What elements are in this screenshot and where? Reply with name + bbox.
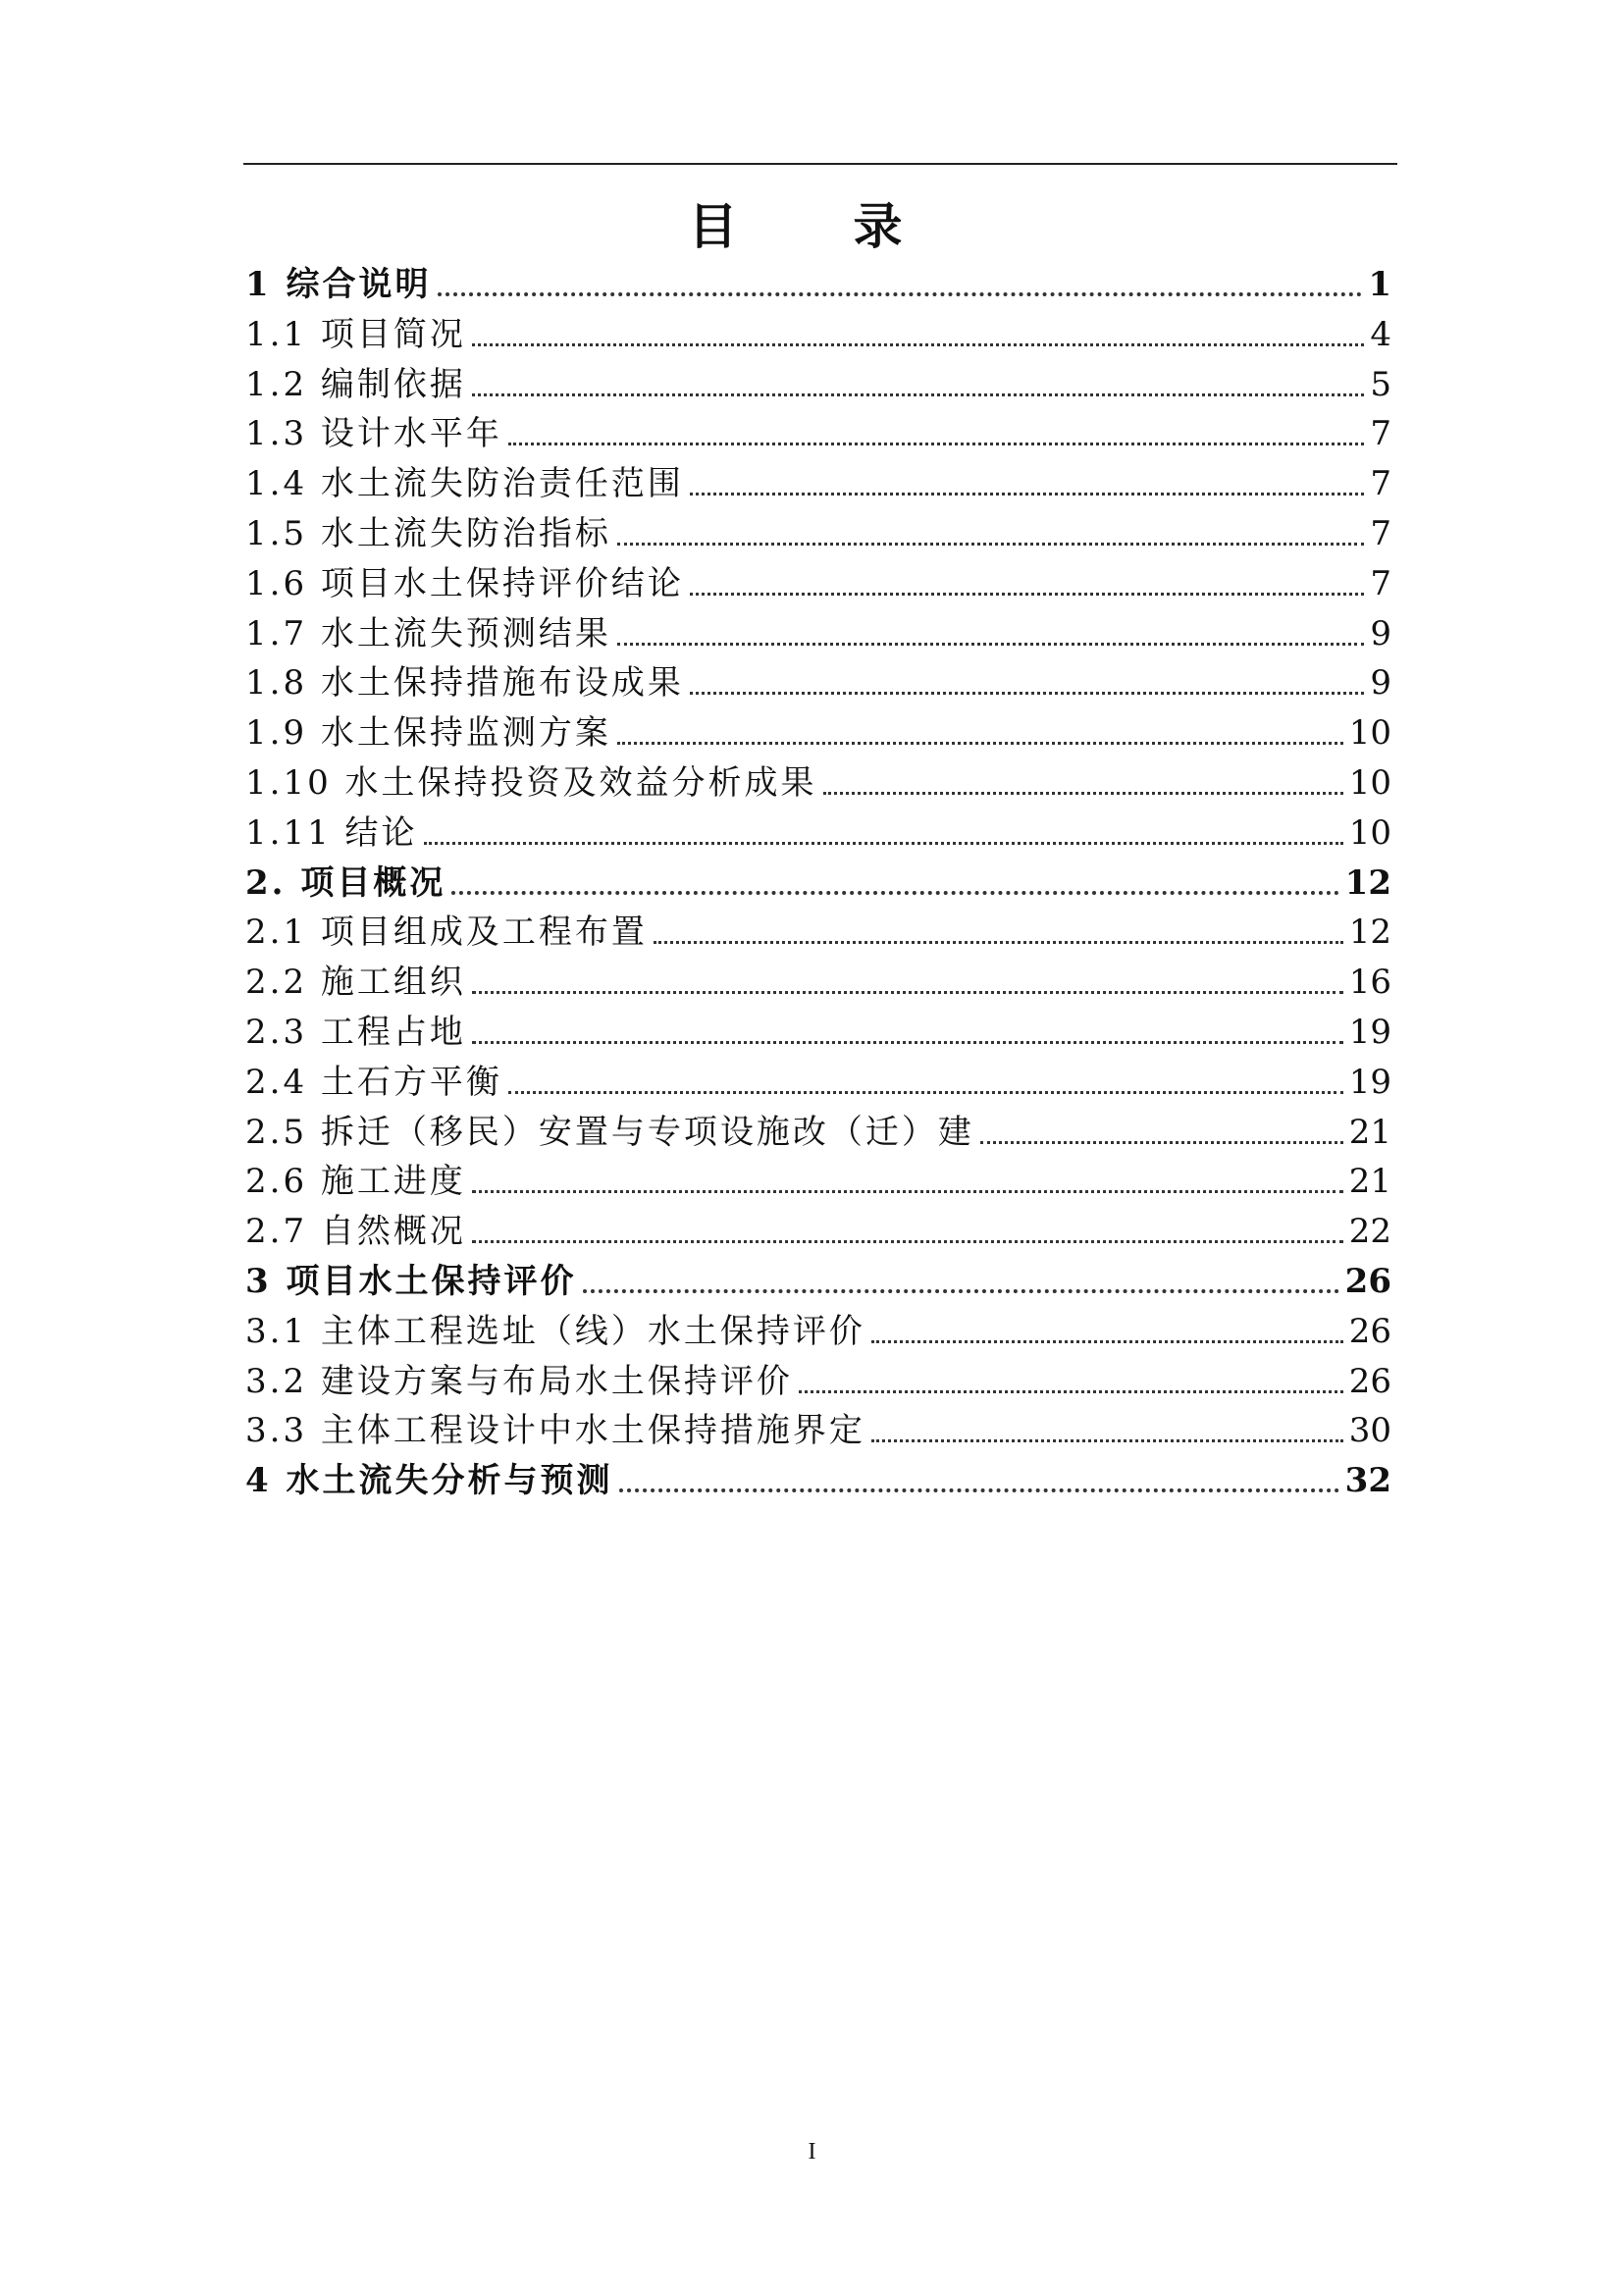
toc-entry[interactable]	[245, 456, 1391, 505]
toc-entry[interactable]	[245, 307, 1391, 356]
toc-entry[interactable]	[245, 655, 1391, 704]
dot-leader	[472, 343, 1364, 346]
dot-leader	[451, 891, 1338, 895]
toc-entry[interactable]	[245, 1254, 1391, 1303]
toc-entry[interactable]	[245, 257, 1391, 306]
toc-entry[interactable]	[245, 1105, 1391, 1154]
dot-leader	[508, 1091, 1343, 1094]
toc-entry-page-number: 21	[1348, 1113, 1391, 1152]
dot-leader	[871, 1439, 1343, 1442]
toc-entry-label: 2.3 工程占地	[245, 1013, 466, 1052]
toc-entry-page-number: 5	[1370, 365, 1391, 404]
toc-entry[interactable]	[245, 406, 1391, 455]
toc-entry-label: 1.9 水土保持监测方案	[245, 713, 611, 753]
toc-entry-label: 2.1 项目组成及工程布置	[245, 913, 648, 952]
toc-entry-page-number: 30	[1348, 1411, 1391, 1450]
toc-entry-label: 1.1 项目简况	[245, 315, 466, 354]
dot-leader	[654, 941, 1343, 944]
toc-entry[interactable]	[245, 955, 1391, 1004]
dot-leader	[438, 292, 1363, 296]
toc-entry-label: 3.3 主体工程设计中水土保持措施界定	[245, 1411, 865, 1450]
toc-entry[interactable]	[245, 1354, 1391, 1403]
toc-entry[interactable]	[245, 1403, 1391, 1452]
dot-leader	[472, 991, 1343, 994]
dot-leader	[472, 393, 1364, 396]
dot-leader	[871, 1340, 1343, 1343]
toc-entry-label: 1.10 水土保持投资及效益分析成果	[245, 763, 817, 803]
dot-leader	[617, 643, 1364, 646]
dot-leader	[424, 842, 1343, 845]
toc-entry[interactable]	[245, 756, 1391, 805]
header-rule	[243, 163, 1397, 165]
dot-leader	[690, 493, 1364, 496]
toc-entry[interactable]	[245, 1154, 1391, 1203]
toc-entry-page-number: 9	[1370, 614, 1391, 653]
toc-entry[interactable]	[245, 357, 1391, 406]
toc-entry-page-number: 19	[1348, 1063, 1391, 1102]
dot-leader	[690, 593, 1364, 596]
toc-entry-page-number: 4	[1370, 315, 1391, 354]
toc-entry-page-number: 21	[1348, 1162, 1391, 1201]
toc-entry-label: 2.2 施工组织	[245, 963, 466, 1002]
toc-entry[interactable]	[245, 1055, 1391, 1104]
toc-entry-page-number: 22	[1348, 1212, 1391, 1251]
toc-entry[interactable]	[245, 1005, 1391, 1054]
toc-entry[interactable]	[245, 556, 1391, 605]
toc-entry-page-number: 16	[1348, 963, 1391, 1002]
dot-leader	[472, 1190, 1343, 1193]
toc-entry[interactable]	[245, 905, 1391, 954]
toc-entry-page-number: 12	[1344, 863, 1391, 903]
toc-entry-label: 4 水土流失分析与预测	[245, 1461, 613, 1500]
dot-leader	[617, 543, 1364, 546]
toc-entry-label: 1.6 项目水土保持评价结论	[245, 564, 684, 603]
toc-entry[interactable]	[245, 606, 1391, 655]
toc-entry-page-number: 26	[1348, 1362, 1391, 1401]
toc-entry[interactable]	[245, 806, 1391, 855]
toc-entry-page-number: 10	[1348, 763, 1391, 803]
toc-entry-page-number: 7	[1370, 414, 1391, 453]
toc-entry-label: 3.1 主体工程选址（线）水土保持评价	[245, 1312, 865, 1351]
toc-entry[interactable]	[245, 1453, 1391, 1502]
toc-entry-label: 2.6 施工进度	[245, 1162, 466, 1201]
toc-entry-page-number: 7	[1370, 464, 1391, 503]
toc-entry-label: 3.2 建设方案与布局水土保持评价	[245, 1362, 793, 1401]
dot-leader	[799, 1390, 1343, 1393]
toc-entry[interactable]	[245, 506, 1391, 555]
toc-entry-label: 1.7 水土流失预测结果	[245, 614, 611, 653]
dot-leader	[472, 1041, 1343, 1044]
toc-entry-page-number: 9	[1370, 663, 1391, 703]
dot-leader	[617, 742, 1343, 745]
toc-entry[interactable]	[245, 1304, 1391, 1353]
dot-leader	[980, 1141, 1343, 1144]
dot-leader	[690, 692, 1364, 695]
toc-entry-label: 1 综合说明	[245, 265, 432, 304]
toc-entry-label: 1.11 结论	[245, 813, 418, 853]
dot-leader	[583, 1289, 1339, 1293]
toc-title: 目 录	[688, 197, 936, 255]
toc-entry-page-number: 10	[1348, 713, 1391, 753]
toc-entry-label: 1.5 水土流失防治指标	[245, 514, 611, 553]
dot-leader	[508, 443, 1364, 445]
toc-entry-page-number: 12	[1348, 913, 1391, 952]
toc-entry-page-number: 7	[1370, 564, 1391, 603]
toc-entry-label: 1.3 设计水平年	[245, 414, 502, 453]
toc-entry[interactable]	[245, 1204, 1391, 1253]
toc-entry-label: 1.2 编制依据	[245, 365, 466, 404]
toc-entry-page-number: 1	[1368, 265, 1391, 304]
toc-entry[interactable]	[245, 856, 1391, 905]
toc-entry-page-number: 26	[1344, 1262, 1391, 1301]
toc-entry-label: 2. 项目概况	[245, 863, 446, 903]
toc-entry-page-number: 19	[1348, 1013, 1391, 1052]
toc-entry-page-number: 26	[1348, 1312, 1391, 1351]
toc-entry-page-number: 32	[1344, 1461, 1391, 1500]
dot-leader	[823, 792, 1343, 795]
toc-entry-label: 3 项目水土保持评价	[245, 1262, 577, 1301]
dot-leader	[619, 1488, 1339, 1492]
toc-entry-label: 2.7 自然概况	[245, 1212, 466, 1251]
toc-entry-label: 2.4 土石方平衡	[245, 1063, 502, 1102]
toc-entry-page-number: 7	[1370, 514, 1391, 553]
toc-entry-page-number: 10	[1348, 813, 1391, 853]
dot-leader	[472, 1240, 1343, 1243]
toc-entry[interactable]	[245, 705, 1391, 755]
toc-entry-label: 2.5 拆迁（移民）安置与专项设施改（迁）建	[245, 1113, 974, 1152]
toc-entry-label: 1.4 水土流失防治责任范围	[245, 464, 684, 503]
toc-entry-label: 1.8 水土保持措施布设成果	[245, 663, 684, 703]
page-number-footer: I	[808, 2139, 816, 2165]
